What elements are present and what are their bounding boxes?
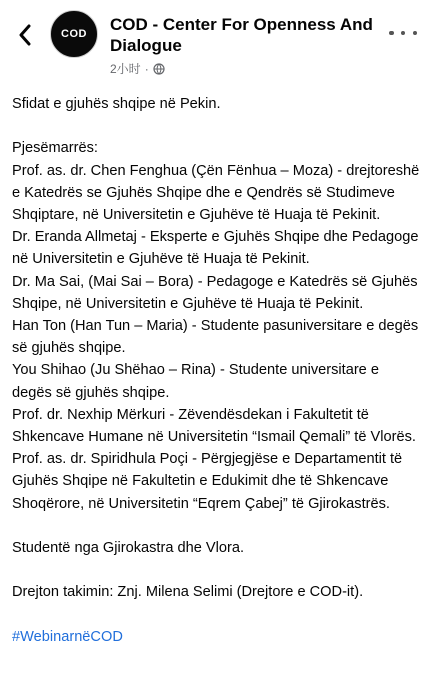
moderator-line: Drejton takimin: Znj. Milena Selimi (Drejtore e COD-it). bbox=[12, 584, 364, 601]
participant-item: Dr. Eranda Allmetaj - Eksperte e Gjuhës Shqipe dhe Pedagoge në Universitetin e Gjuhëve të Huaja të Pekinit. bbox=[12, 229, 419, 268]
paragraph-spacer bbox=[12, 515, 422, 537]
globe-icon bbox=[153, 63, 165, 75]
more-options-button[interactable] bbox=[389, 26, 417, 40]
paragraph-spacer bbox=[12, 115, 422, 137]
paragraph-spacer bbox=[12, 604, 422, 626]
participants-heading: Pjesëmarrës: bbox=[12, 140, 98, 157]
meta-separator: · bbox=[144, 61, 149, 76]
more-dot bbox=[389, 31, 394, 36]
participant-item: Han Ton (Han Tun – Maria) - Studente pasuniversitare e degës së gjuhës shqipe. bbox=[12, 318, 419, 357]
post-title: Sfidat e gjuhës shqipe në Pekin. bbox=[12, 96, 221, 112]
participant-item: Dr. Ma Sai, (Mai Sai – Bora) - Pedagoge e Katedrës së Gjuhës Shqipe, në Universitetin e Gjuhëve të Huaja të Pekinit. bbox=[12, 273, 418, 312]
post-header bbox=[0, 0, 429, 84]
page-avatar[interactable] bbox=[50, 10, 98, 58]
back-button[interactable] bbox=[12, 22, 38, 48]
participant-item: Prof. as. dr. Spiridhula Poçi - Përgjegjëse e Departamentit të Gjuhës Shqipe në Fakultetin e Edukimit dhe të Shkencave Shoqërore, në Universitetin “Eqrem Çabej” të Gjirokastrës. bbox=[12, 451, 403, 512]
participant-item: Prof. as. dr. Chen Fenghua (Çën Fënhua – Moza) - drejtoreshë e Katedrës se Gjuhës Shqipe dhe e Qendrës së Studimeve Shqiptare, në Universitetin e Gjuhëve të Huaja të Pekinit. bbox=[12, 162, 420, 223]
paragraph-spacer bbox=[12, 559, 422, 581]
more-dot bbox=[401, 31, 406, 36]
post-meta bbox=[110, 60, 165, 77]
post-text bbox=[12, 93, 422, 648]
page-name[interactable]: COD - Center For Openness And Dialogue bbox=[110, 15, 373, 55]
avatar-logo-text: COD bbox=[61, 28, 87, 40]
participant-item: You Shihao (Ju Shëhao – Rina) - Studente universitare e degës së gjuhës shqipe. bbox=[12, 362, 379, 401]
more-dot bbox=[413, 31, 418, 36]
students-line: Studentë nga Gjirokastra dhe Vlora. bbox=[12, 540, 245, 557]
hashtag-link[interactable]: #WebinarnëCOD bbox=[12, 628, 123, 645]
participant-item: Prof. dr. Nexhip Mërkuri - Zëvendësdekan i Fakultetit të Shkencave Humane në Universitetin “Ismail Qemali” të Vlorës. bbox=[12, 406, 416, 446]
post-time[interactable]: 2小时 bbox=[110, 62, 141, 76]
chevron-left-icon bbox=[18, 24, 32, 46]
